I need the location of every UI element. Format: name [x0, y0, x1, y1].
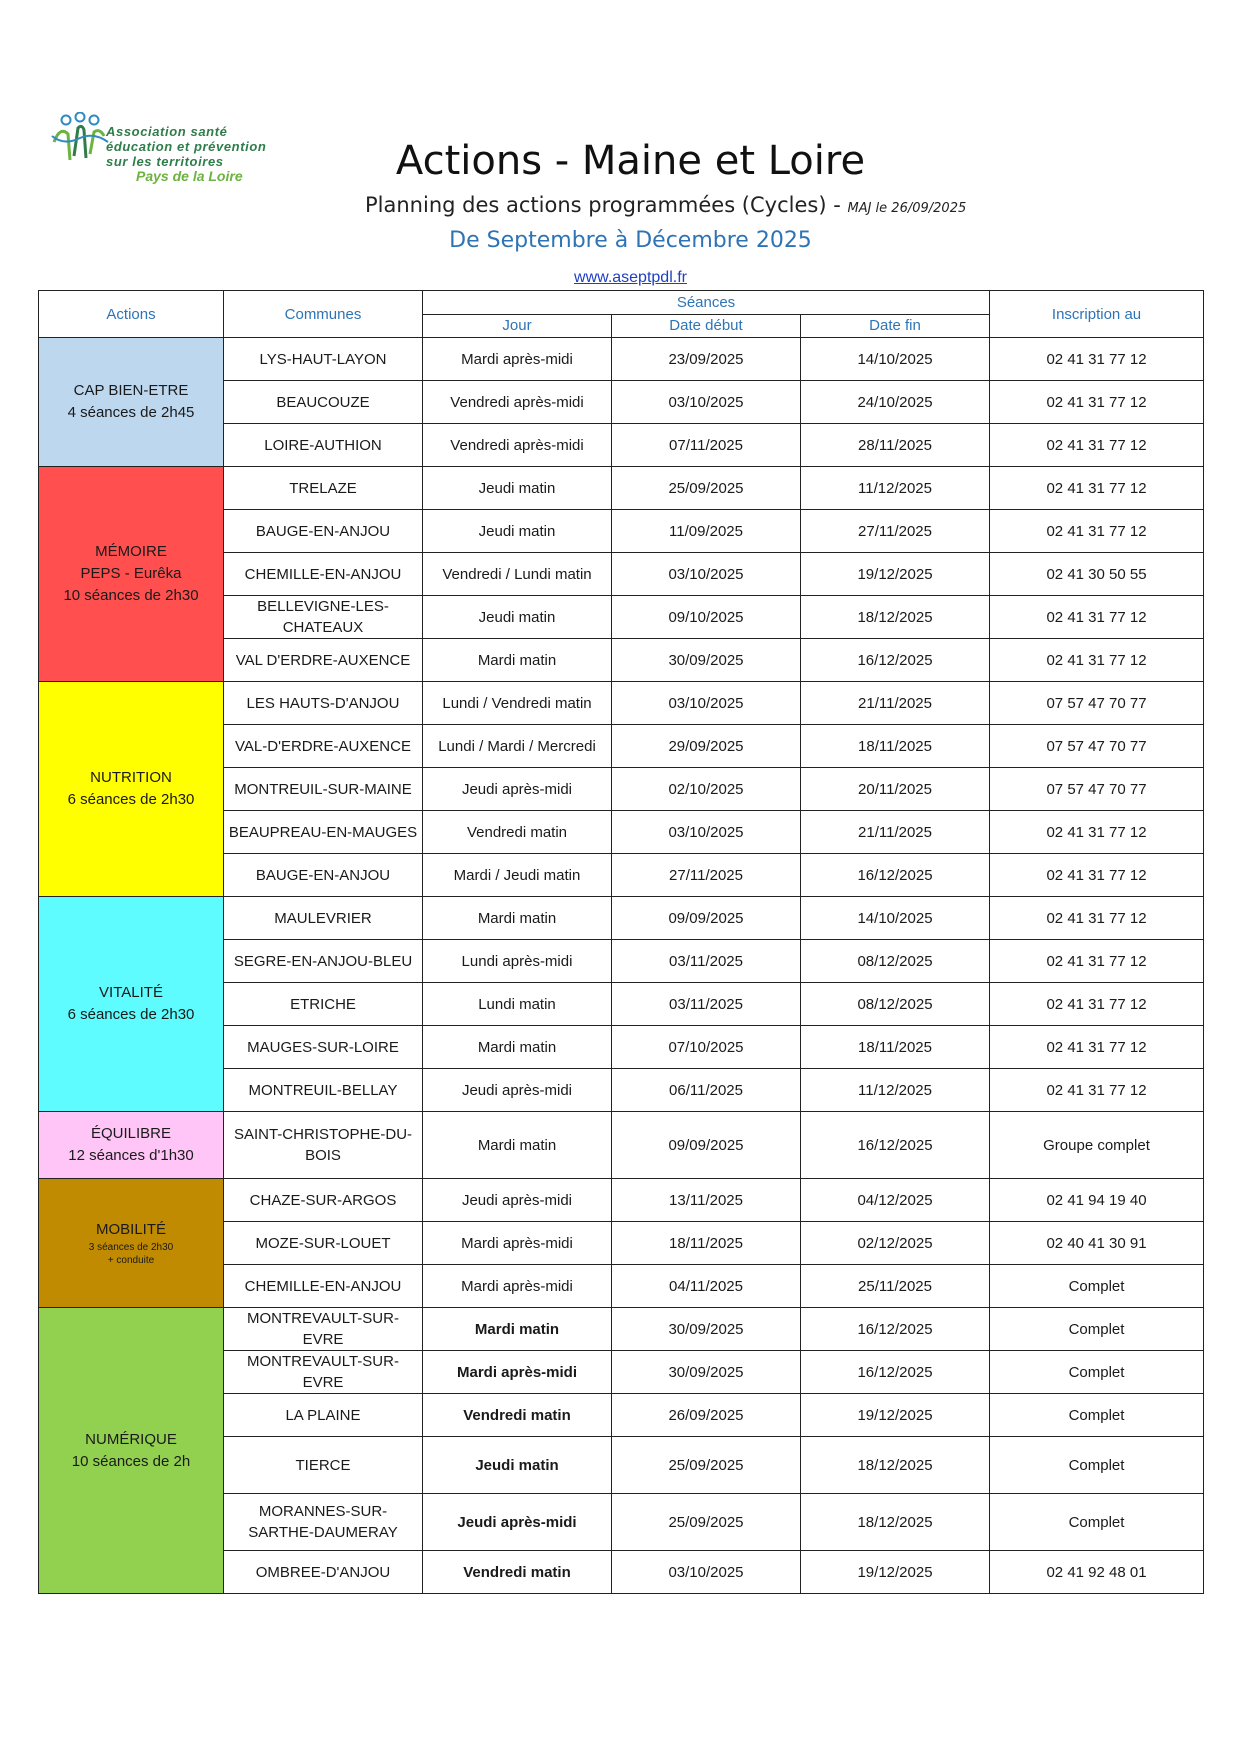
- subtitle-separator: -: [833, 193, 841, 217]
- action-cell-cap: [39, 338, 224, 467]
- col-header-inscription: Inscription au: [990, 291, 1204, 338]
- date-fin-cell: 16/12/2025: [801, 639, 990, 682]
- page-subtitle: [365, 193, 966, 217]
- jour-cell: Mardi matin: [423, 639, 612, 682]
- col-header-communes: Communes: [224, 291, 423, 338]
- jour-cell: Jeudi après-midi: [423, 1494, 612, 1551]
- jour-cell: Mardi matin: [423, 1308, 612, 1351]
- date-fin-cell: 11/12/2025: [801, 467, 990, 510]
- jour-cell: Mardi après-midi: [423, 1265, 612, 1308]
- jour-cell: Vendredi matin: [423, 1394, 612, 1437]
- jour-cell: Vendredi matin: [423, 811, 612, 854]
- date-debut-cell: 03/10/2025: [612, 682, 801, 725]
- inscription-cell: Groupe complet: [990, 1112, 1204, 1179]
- date-debut-cell: 18/11/2025: [612, 1222, 801, 1265]
- jour-cell: Mardi matin: [423, 1026, 612, 1069]
- action-line: 4 séances de 2h45: [67, 404, 195, 421]
- inscription-cell: 02 41 31 77 12: [990, 467, 1204, 510]
- table-row: [39, 1112, 1204, 1179]
- inscription-cell: 02 41 31 77 12: [990, 639, 1204, 682]
- commune-cell: LA PLAINE: [224, 1394, 423, 1437]
- jour-cell: Mardi / Jeudi matin: [423, 854, 612, 897]
- commune-cell: BELLEVIGNE-LES-CHATEAUX: [224, 596, 423, 639]
- date-fin-cell: 16/12/2025: [801, 1112, 990, 1179]
- inscription-cell: 07 57 47 70 77: [990, 682, 1204, 725]
- jour-cell: Jeudi après-midi: [423, 1069, 612, 1112]
- action-line: CAP BIEN-ETRE: [73, 382, 189, 399]
- jour-cell: Jeudi matin: [423, 467, 612, 510]
- commune-cell: MONTREVAULT-SUR-EVRE: [224, 1308, 423, 1351]
- schedule-body: [39, 338, 1204, 1594]
- action-cell-nutrition: [39, 682, 224, 897]
- action-line: 6 séances de 2h30: [67, 791, 195, 808]
- commune-cell: OMBREE-D'ANJOU: [224, 1551, 423, 1594]
- date-debut-cell: 30/09/2025: [612, 1351, 801, 1394]
- inscription-cell: 02 41 94 19 40: [990, 1179, 1204, 1222]
- period-heading: De Septembre à Décembre 2025: [449, 228, 812, 253]
- commune-cell: CHEMILLE-EN-ANJOU: [224, 553, 423, 596]
- date-fin-cell: 21/11/2025: [801, 682, 990, 725]
- date-debut-cell: 13/11/2025: [612, 1179, 801, 1222]
- logo-line-4: Pays de la Loire: [136, 168, 243, 184]
- inscription-cell: Complet: [990, 1437, 1204, 1494]
- inscription-cell: 02 41 31 77 12: [990, 940, 1204, 983]
- date-fin-cell: 19/12/2025: [801, 553, 990, 596]
- date-debut-cell: 07/11/2025: [612, 424, 801, 467]
- inscription-cell: 02 41 31 77 12: [990, 1026, 1204, 1069]
- commune-cell: LYS-HAUT-LAYON: [224, 338, 423, 381]
- date-debut-cell: 30/09/2025: [612, 639, 801, 682]
- commune-cell: MONTREUIL-SUR-MAINE: [224, 768, 423, 811]
- commune-cell: MONTREUIL-BELLAY: [224, 1069, 423, 1112]
- commune-cell: MAUGES-SUR-LOIRE: [224, 1026, 423, 1069]
- logo-line-3: sur les territoires: [106, 154, 224, 169]
- jour-cell: Mardi après-midi: [423, 1351, 612, 1394]
- inscription-cell: Complet: [990, 1265, 1204, 1308]
- table-row: [39, 1308, 1204, 1351]
- commune-cell: CHEMILLE-EN-ANJOU: [224, 1265, 423, 1308]
- inscription-cell: Complet: [990, 1494, 1204, 1551]
- date-fin-cell: 16/12/2025: [801, 1351, 990, 1394]
- jour-cell: Mardi après-midi: [423, 1222, 612, 1265]
- date-fin-cell: 18/12/2025: [801, 1437, 990, 1494]
- date-debut-cell: 25/09/2025: [612, 1437, 801, 1494]
- date-fin-cell: 25/11/2025: [801, 1265, 990, 1308]
- table-row: [39, 467, 1204, 510]
- inscription-cell: 07 57 47 70 77: [990, 725, 1204, 768]
- jour-cell: Lundi / Vendredi matin: [423, 682, 612, 725]
- inscription-cell: Complet: [990, 1394, 1204, 1437]
- action-line: PEPS - Eurêka: [80, 565, 182, 582]
- date-fin-cell: 16/12/2025: [801, 854, 990, 897]
- jour-cell: Jeudi matin: [423, 596, 612, 639]
- logo-line-1: Association santé: [106, 124, 228, 139]
- jour-cell: Jeudi après-midi: [423, 1179, 612, 1222]
- table-row: [39, 1179, 1204, 1222]
- jour-cell: Lundi matin: [423, 983, 612, 1026]
- date-fin-cell: 18/12/2025: [801, 596, 990, 639]
- commune-cell: SEGRE-EN-ANJOU-BLEU: [224, 940, 423, 983]
- jour-cell: Vendredi matin: [423, 1551, 612, 1594]
- action-line: MOBILITÉ: [95, 1221, 166, 1238]
- commune-cell: BEAUPREAU-EN-MAUGES: [224, 811, 423, 854]
- date-fin-cell: 19/12/2025: [801, 1394, 990, 1437]
- action-line: 10 séances de 2h: [71, 1452, 191, 1470]
- date-debut-cell: 03/11/2025: [612, 983, 801, 1026]
- jour-cell: Vendredi après-midi: [423, 424, 612, 467]
- commune-cell: MOZE-SUR-LOUET: [224, 1222, 423, 1265]
- date-debut-cell: 29/09/2025: [612, 725, 801, 768]
- date-debut-cell: 03/10/2025: [612, 381, 801, 424]
- date-debut-cell: 09/10/2025: [612, 596, 801, 639]
- action-line: 12 séances d'1h30: [68, 1147, 194, 1164]
- action-line: ÉQUILIBRE: [90, 1125, 172, 1142]
- date-fin-cell: 14/10/2025: [801, 338, 990, 381]
- jour-cell: Jeudi après-midi: [423, 768, 612, 811]
- logo-line-2: éducation et prévention: [106, 139, 267, 154]
- action-cell-mobilite: [39, 1179, 224, 1308]
- action-line: NUMÉRIQUE: [85, 1430, 177, 1448]
- date-fin-cell: 04/12/2025: [801, 1179, 990, 1222]
- commune-cell: VAL-D'ERDRE-AUXENCE: [224, 725, 423, 768]
- inscription-cell: 02 41 92 48 01: [990, 1551, 1204, 1594]
- inscription-cell: 02 41 30 50 55: [990, 553, 1204, 596]
- inscription-cell: 02 40 41 30 91: [990, 1222, 1204, 1265]
- website-link[interactable]: www.aseptpdl.fr: [574, 269, 687, 286]
- date-debut-cell: 03/10/2025: [612, 1551, 801, 1594]
- commune-cell: VAL D'ERDRE-AUXENCE: [224, 639, 423, 682]
- commune-cell: LES HAUTS-D'ANJOU: [224, 682, 423, 725]
- commune-cell: BAUGE-EN-ANJOU: [224, 854, 423, 897]
- date-debut-cell: 27/11/2025: [612, 854, 801, 897]
- date-fin-cell: 19/12/2025: [801, 1551, 990, 1594]
- jour-cell: Jeudi matin: [423, 1437, 612, 1494]
- date-fin-cell: 18/11/2025: [801, 1026, 990, 1069]
- date-debut-cell: 25/09/2025: [612, 1494, 801, 1551]
- date-debut-cell: 07/10/2025: [612, 1026, 801, 1069]
- date-fin-cell: 11/12/2025: [801, 1069, 990, 1112]
- inscription-cell: 02 41 31 77 12: [990, 854, 1204, 897]
- action-cell-vitalite: [39, 897, 224, 1112]
- col-header-date-debut: Date début: [612, 314, 801, 338]
- date-fin-cell: 27/11/2025: [801, 510, 990, 553]
- date-fin-cell: 14/10/2025: [801, 897, 990, 940]
- date-debut-cell: 03/10/2025: [612, 553, 801, 596]
- col-header-date-fin: Date fin: [801, 314, 990, 338]
- col-header-seances: Séances: [423, 291, 990, 315]
- date-debut-cell: 06/11/2025: [612, 1069, 801, 1112]
- action-line: 6 séances de 2h30: [67, 1006, 195, 1023]
- inscription-cell: Complet: [990, 1308, 1204, 1351]
- jour-cell: Lundi après-midi: [423, 940, 612, 983]
- date-fin-cell: 20/11/2025: [801, 768, 990, 811]
- date-debut-cell: 02/10/2025: [612, 768, 801, 811]
- inscription-cell: 02 41 31 77 12: [990, 596, 1204, 639]
- col-header-actions: Actions: [39, 291, 224, 338]
- commune-cell: MORANNES-SUR-SARTHE-DAUMERAY: [224, 1494, 423, 1551]
- jour-cell: Jeudi matin: [423, 510, 612, 553]
- inscription-cell: 02 41 31 77 12: [990, 338, 1204, 381]
- date-fin-cell: 28/11/2025: [801, 424, 990, 467]
- date-fin-cell: 24/10/2025: [801, 381, 990, 424]
- jour-cell: Lundi / Mardi / Mercredi: [423, 725, 612, 768]
- date-debut-cell: 26/09/2025: [612, 1394, 801, 1437]
- action-detail-line: + conduite: [107, 1255, 155, 1266]
- date-debut-cell: 23/09/2025: [612, 338, 801, 381]
- action-cell-numerique: [39, 1308, 224, 1594]
- commune-cell: SAINT-CHRISTOPHE-DU-BOIS: [224, 1112, 423, 1179]
- date-fin-cell: 16/12/2025: [801, 1308, 990, 1351]
- date-fin-cell: 08/12/2025: [801, 983, 990, 1026]
- date-fin-cell: 21/11/2025: [801, 811, 990, 854]
- jour-cell: Vendredi / Lundi matin: [423, 553, 612, 596]
- date-debut-cell: 09/09/2025: [612, 897, 801, 940]
- update-date: MAJ le 26/09/2025: [847, 201, 967, 216]
- date-fin-cell: 18/12/2025: [801, 1494, 990, 1551]
- jour-cell: Mardi matin: [423, 897, 612, 940]
- commune-cell: MAULEVRIER: [224, 897, 423, 940]
- inscription-cell: 02 41 31 77 12: [990, 897, 1204, 940]
- date-debut-cell: 03/10/2025: [612, 811, 801, 854]
- action-line: NUTRITION: [90, 769, 172, 786]
- jour-cell: Mardi après-midi: [423, 338, 612, 381]
- page-title: Actions - Maine et Loire: [395, 138, 866, 184]
- subtitle-text: Planning des actions programmées (Cycles): [365, 193, 827, 217]
- commune-cell: ETRICHE: [224, 983, 423, 1026]
- commune-cell: TRELAZE: [224, 467, 423, 510]
- commune-cell: BEAUCOUZE: [224, 381, 423, 424]
- table-row: [39, 338, 1204, 381]
- inscription-cell: 02 41 31 77 12: [990, 983, 1204, 1026]
- col-header-jour: Jour: [423, 314, 612, 338]
- date-debut-cell: 09/09/2025: [612, 1112, 801, 1179]
- action-cell-equilibre: [39, 1112, 224, 1179]
- action-line: 10 séances de 2h30: [63, 587, 199, 604]
- action-detail-line: 3 séances de 2h30: [88, 1242, 174, 1253]
- table-row: [39, 682, 1204, 725]
- commune-cell: MONTREVAULT-SUR-EVRE: [224, 1351, 423, 1394]
- action-line: MÉMOIRE: [95, 543, 167, 560]
- date-fin-cell: 08/12/2025: [801, 940, 990, 983]
- action-line: VITALITÉ: [99, 984, 163, 1001]
- jour-cell: Vendredi après-midi: [423, 381, 612, 424]
- table-row: [39, 897, 1204, 940]
- inscription-cell: 02 41 31 77 12: [990, 381, 1204, 424]
- commune-cell: BAUGE-EN-ANJOU: [224, 510, 423, 553]
- inscription-cell: 02 41 31 77 12: [990, 510, 1204, 553]
- date-debut-cell: 11/09/2025: [612, 510, 801, 553]
- schedule-table: [38, 290, 1204, 1594]
- date-fin-cell: 02/12/2025: [801, 1222, 990, 1265]
- inscription-cell: Complet: [990, 1351, 1204, 1394]
- date-debut-cell: 25/09/2025: [612, 467, 801, 510]
- action-cell-memoire: [39, 467, 224, 682]
- date-fin-cell: 18/11/2025: [801, 725, 990, 768]
- date-debut-cell: 04/11/2025: [612, 1265, 801, 1308]
- inscription-cell: 02 41 31 77 12: [990, 811, 1204, 854]
- inscription-cell: 02 41 31 77 12: [990, 424, 1204, 467]
- commune-cell: TIERCE: [224, 1437, 423, 1494]
- commune-cell: LOIRE-AUTHION: [224, 424, 423, 467]
- commune-cell: CHAZE-SUR-ARGOS: [224, 1179, 423, 1222]
- date-debut-cell: 03/11/2025: [612, 940, 801, 983]
- date-debut-cell: 30/09/2025: [612, 1308, 801, 1351]
- inscription-cell: 07 57 47 70 77: [990, 768, 1204, 811]
- inscription-cell: 02 41 31 77 12: [990, 1069, 1204, 1112]
- jour-cell: Mardi matin: [423, 1112, 612, 1179]
